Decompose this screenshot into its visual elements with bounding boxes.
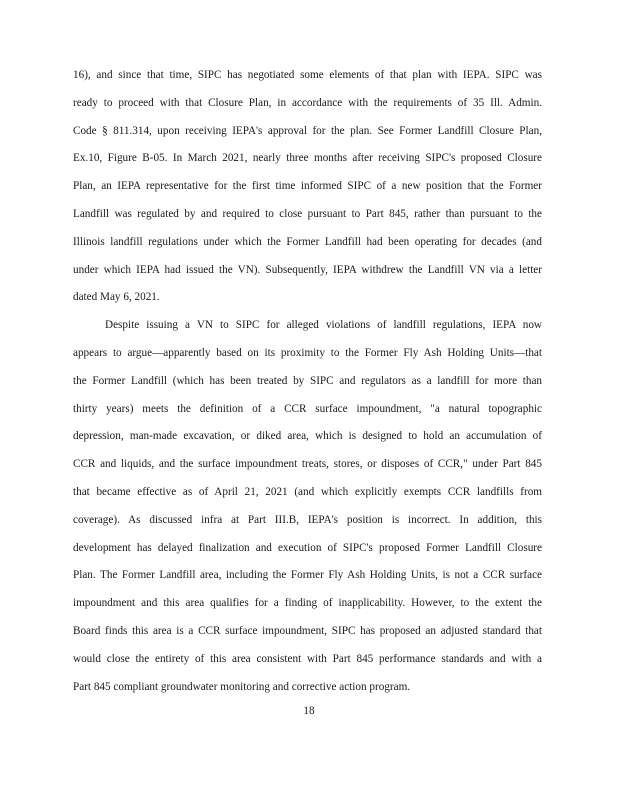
text-line: 16), and since that time, SIPC has negotiated some elements of that plan with IEPA. SIPC was xyxy=(73,69,542,81)
text-line: Plan. The Former Landfill area, including the Former Fly Ash Holding Units, is not a CCR surface xyxy=(73,569,542,582)
text-line: Ex.10, Figure B-05. In March 2021, nearly three months after receiving SIPC's proposed Closure xyxy=(73,152,542,165)
page-number: 18 xyxy=(303,705,315,717)
text-line: under which IEPA had issued the VN). Subsequently, IEPA withdrew the Landfill VN via a letter xyxy=(73,263,542,276)
text-line: Part 845 compliant groundwater monitoring and corrective action program. xyxy=(73,680,411,693)
text-line: dated May 6, 2021. xyxy=(73,291,160,304)
text-line: ready to proceed with that Closure Plan, in accordance with the requirements of 35 Ill. Admin. xyxy=(73,96,542,109)
text-line: depression, man-made excavation, or diked area, which is designed to hold an accumulation of xyxy=(73,430,542,443)
text-line: Illinois landfill regulations under which the Former Landfill had been operating for decades (and xyxy=(73,235,542,248)
text-line: Code § 811.314, upon receiving IEPA's approval for the plan. See Former Landfill Closure Plan, xyxy=(73,124,542,137)
text-line: appears to argue—apparently based on its proximity to the Former Fly Ash Holding Units—that xyxy=(73,346,542,359)
paragraph-first-line: Despite issuing a VN to SIPC for alleged violations of landfill regulations, IEPA now xyxy=(105,319,542,332)
text-line: Landfill was regulated by and required to close pursuant to Part 845, rather than pursuant to the xyxy=(73,207,542,220)
text-line: Board finds this area is a CCR surface impoundment, SIPC has proposed an adjusted standard that xyxy=(73,624,542,637)
text-line: CCR and liquids, and the surface impoundment treats, stores, or disposes of CCR," under Part 845 xyxy=(73,458,542,471)
body-text xyxy=(73,67,542,706)
text-line: the Former Landfill (which has been treated by SIPC and regulators as a landfill for more than xyxy=(73,374,542,387)
text-line: that became effective as of April 21, 2021 (and which explicitly exempts CCR landfills from xyxy=(73,485,542,498)
text-line: coverage). As discussed infra at Part III.B, IEPA's position is incorrect. In addition, this xyxy=(73,513,542,526)
text-line: would close the entirety of this area consistent with Part 845 performance standards and with a xyxy=(73,652,542,665)
text-line: Plan, an IEPA representative for the first time informed SIPC of a new position that the Former xyxy=(73,180,542,193)
text-line: impoundment and this area qualifies for a finding of inapplicability. However, to the extent the xyxy=(73,597,542,610)
text-line: thirty years) meets the definition of a CCR surface impoundment, "a natural topographic xyxy=(73,402,542,415)
text-line: development has delayed finalization and execution of SIPC's proposed Former Landfill Closure xyxy=(73,541,542,554)
